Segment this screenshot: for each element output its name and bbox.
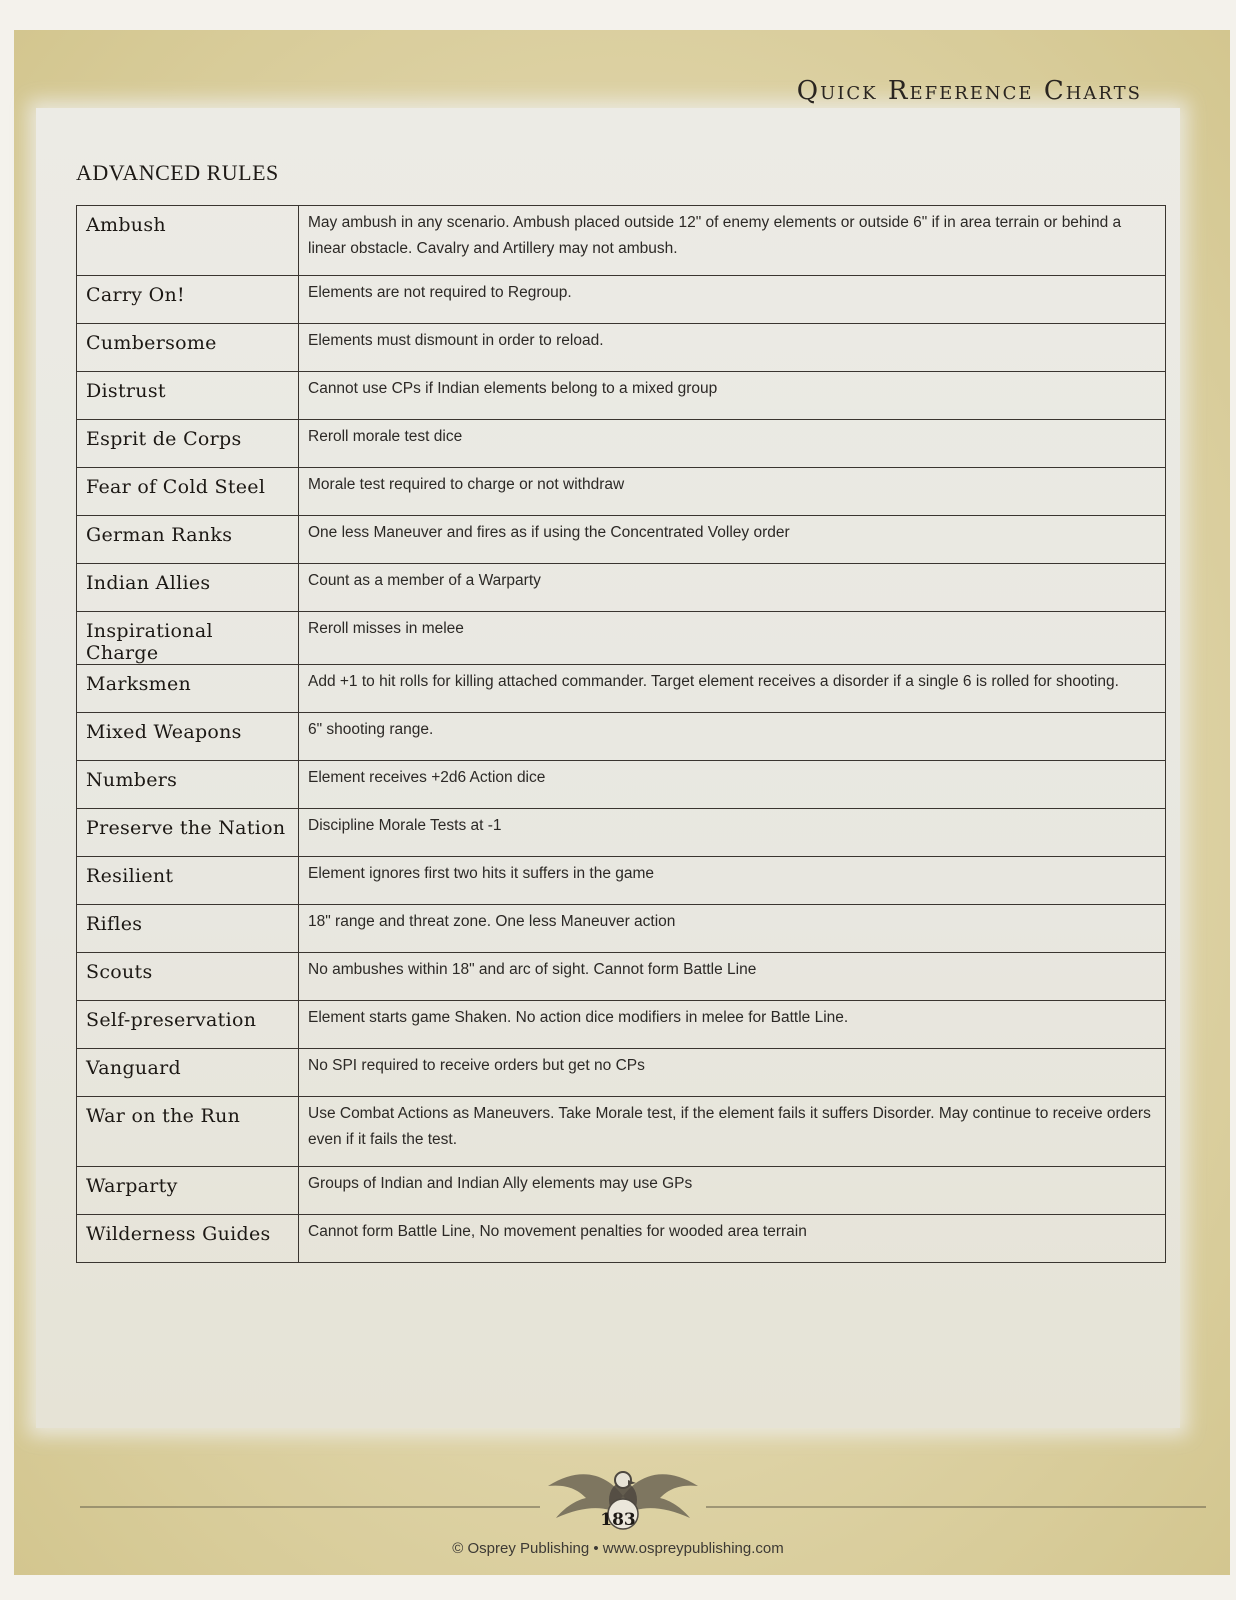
footer-rule-left — [80, 1506, 540, 1508]
rule-description: Element receives +2d6 Action dice — [299, 761, 1166, 809]
rule-name: Fear of Cold Steel — [77, 468, 299, 516]
table-row — [77, 1049, 1166, 1097]
rule-name: Vanguard — [77, 1049, 299, 1097]
advanced-rules-table — [76, 205, 1166, 1263]
rule-name: Warparty — [77, 1167, 299, 1215]
rule-description: Cannot use CPs if Indian elements belong to a mixed group — [299, 372, 1166, 420]
table-row — [77, 665, 1166, 713]
rule-description: 6" shooting range. — [299, 713, 1166, 761]
rule-description: Count as a member of a Warparty — [299, 564, 1166, 612]
table-row — [77, 761, 1166, 809]
table-row — [77, 276, 1166, 324]
table-row — [77, 809, 1166, 857]
table-row — [77, 1167, 1166, 1215]
rule-name: Self-preservation — [77, 1001, 299, 1049]
table-row — [77, 516, 1166, 564]
rule-description: Reroll morale test dice — [299, 420, 1166, 468]
table-row — [77, 612, 1166, 665]
table-row — [77, 1215, 1166, 1263]
rule-description: May ambush in any scenario. Ambush placed outside 12" of enemy elements or outside 6" if in area terrain or behind a linear obstacle. Cavalry and Artillery may not ambush. — [299, 206, 1166, 276]
rule-name: Ambush — [77, 206, 299, 276]
copyright-line: © Osprey Publishing • www.ospreypublishing.com — [452, 1540, 784, 1557]
rule-name: Mixed Weapons — [77, 713, 299, 761]
table-row — [77, 1001, 1166, 1049]
rule-description: Elements are not required to Regroup. — [299, 276, 1166, 324]
rule-description: Cannot form Battle Line, No movement penalties for wooded area terrain — [299, 1215, 1166, 1263]
rule-description: No ambushes within 18" and arc of sight. Cannot form Battle Line — [299, 953, 1166, 1001]
rule-name: Marksmen — [77, 665, 299, 713]
table-row — [77, 953, 1166, 1001]
table-row — [77, 713, 1166, 761]
rule-description: Add +1 to hit rolls for killing attached commander. Target element receives a disorder if a single 6 is rolled for shooting. — [299, 665, 1166, 713]
rule-name: Indian Allies — [77, 564, 299, 612]
rule-description: Elements must dismount in order to reload. — [299, 324, 1166, 372]
rule-name: German Ranks — [77, 516, 299, 564]
rule-name: Inspirational Charge — [77, 612, 299, 665]
rule-name: Esprit de Corps — [77, 420, 299, 468]
rule-name: Carry On! — [77, 276, 299, 324]
section-title: ADVANCED RULES — [76, 160, 279, 185]
rule-description: Groups of Indian and Indian Ally elements may use GPs — [299, 1167, 1166, 1215]
rule-name: War on the Run — [77, 1097, 299, 1167]
rule-description: Discipline Morale Tests at -1 — [299, 809, 1166, 857]
rule-description: 18" range and threat zone. One less Maneuver action — [299, 905, 1166, 953]
rule-name: Wilderness Guides — [77, 1215, 299, 1263]
table-row — [77, 1097, 1166, 1167]
rule-description: One less Maneuver and fires as if using the Concentrated Volley order — [299, 516, 1166, 564]
table-row — [77, 372, 1166, 420]
rule-description: Use Combat Actions as Maneuvers. Take Morale test, if the element fails it suffers Disorder. May continue to receive orders even if it fails the test. — [299, 1097, 1166, 1167]
rule-name: Rifles — [77, 905, 299, 953]
table-row — [77, 206, 1166, 276]
rule-description: No SPI required to receive orders but get no CPs — [299, 1049, 1166, 1097]
table-row — [77, 564, 1166, 612]
table-row — [77, 324, 1166, 372]
page-number: 183 — [600, 1510, 636, 1530]
rule-name: Preserve the Nation — [77, 809, 299, 857]
rule-description: Element ignores first two hits it suffers in the game — [299, 857, 1166, 905]
footer-rule-right — [706, 1506, 1206, 1508]
rule-name: Cumbersome — [77, 324, 299, 372]
rule-name: Distrust — [77, 372, 299, 420]
table-row — [77, 420, 1166, 468]
rule-name: Numbers — [77, 761, 299, 809]
table-row — [77, 468, 1166, 516]
table-row — [77, 857, 1166, 905]
rule-description: Element starts game Shaken. No action dice modifiers in melee for Battle Line. — [299, 1001, 1166, 1049]
table-row — [77, 905, 1166, 953]
rule-description: Morale test required to charge or not withdraw — [299, 468, 1166, 516]
running-title: Quick Reference Charts — [796, 76, 1142, 106]
rule-description: Reroll misses in melee — [299, 612, 1166, 665]
rule-name: Scouts — [77, 953, 299, 1001]
rule-name: Resilient — [77, 857, 299, 905]
